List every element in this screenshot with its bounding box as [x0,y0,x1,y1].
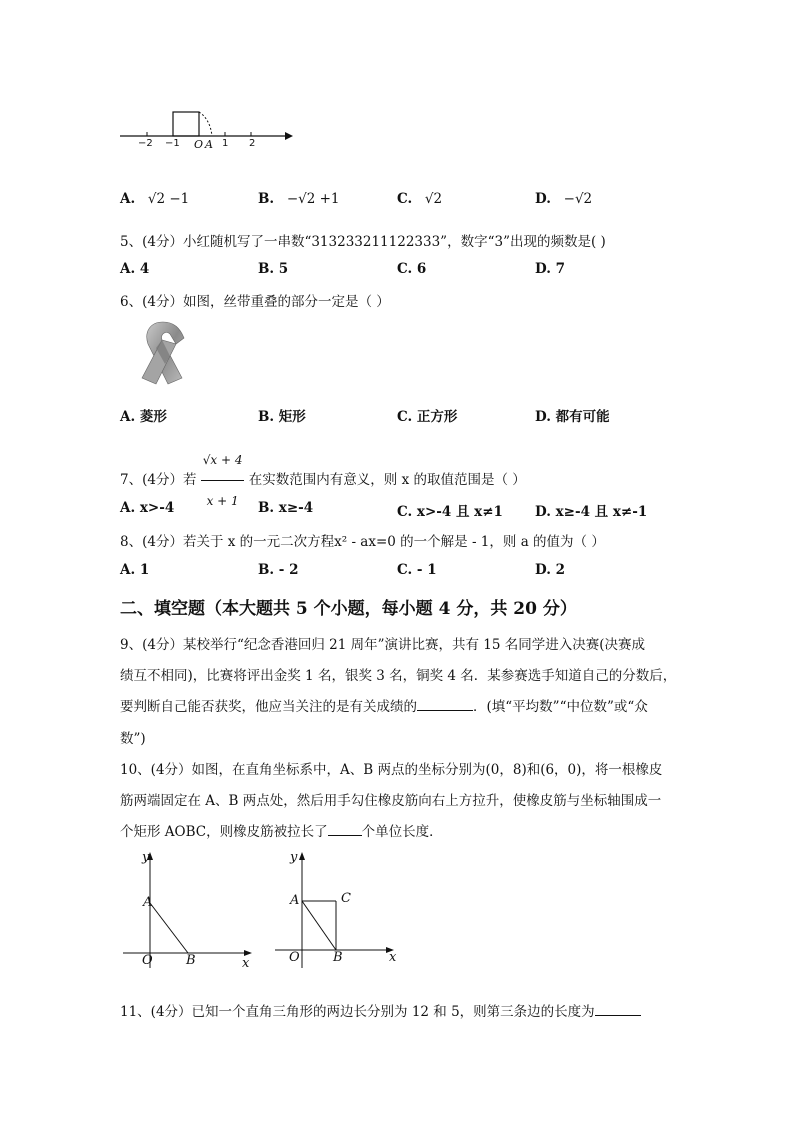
q7-option-c[interactable]: C. x>-4 且 x≠1 [397,504,503,520]
q5-option-b[interactable]: B. 5 [258,261,289,277]
q5-option-d[interactable]: D. 7 [535,261,566,277]
fig2-label-b: B [333,950,343,965]
q6-option-d[interactable]: D. 都有可能 [535,409,610,425]
q10-line3-start: 个矩形 AOBC，则橡皮筋被拉长了 [120,824,328,840]
option-letter: D. [535,191,551,207]
fig2-label-a: A [290,893,300,908]
q6-option-a[interactable]: A. 菱形 [120,409,167,425]
option-text: −√2 [563,191,593,207]
question-9-line-1: 9、(4分）某校举行“纪念香港回归 21 周年”演讲比赛，共有 15 名同学进入决赛(决赛成 [120,637,646,653]
tick-label-neg1: −1 [165,138,180,149]
q8-option-a[interactable]: A. 1 [120,562,150,578]
q5-option-c[interactable]: C. 6 [397,261,427,277]
q4-option-a[interactable] [120,191,189,207]
fig1-label-y: y [142,850,150,865]
option-letter: B. [258,191,275,207]
fig2-label-o: O [289,950,300,965]
q7-numerator: √x + 4 [201,440,245,481]
tick-label-1: 1 [222,138,229,149]
q4-option-c[interactable] [397,191,442,207]
question-9-line-4: 数”) [120,731,146,747]
q11-body: 11、(4分）已知一个直角三角形的两边长分别为 12 和 5，则第三条边的长度为 [120,1004,595,1020]
q6-option-b[interactable]: B. 矩形 [258,409,306,425]
fig1-label-o: O [142,953,153,968]
option-letter: A. [120,191,136,207]
q9-line3-start: 要判断自己能否获奖，他应当关注的是有关成绩的 [120,699,417,715]
q10-line3-end: 个单位长度． [361,824,443,840]
q7-option-d[interactable]: D. x≥-4 且 x≠-1 [535,504,648,520]
q7-fraction [201,440,245,521]
q4-option-d[interactable] [535,191,592,207]
fig1-label-b: B [186,953,196,968]
q7-option-a[interactable]: A. x>-4 [120,500,175,516]
fig1-label-x: x [242,956,250,971]
answer-blank[interactable] [595,1001,641,1016]
option-text: √2 [424,191,443,207]
section-title: 二、填空题（本大题共 5 个小题，每小题 4 分，共 20 分） [120,599,577,619]
option-letter: C. [397,191,413,207]
question-10-line-2: 筋两端固定在 A、B 两点处，然后用手勾住橡皮筋向右上方拉升，使橡皮筋与坐标轴围成一 [120,793,662,809]
q8-option-d[interactable]: D. 2 [535,562,566,578]
q4-option-b[interactable] [258,191,340,207]
q8-option-b[interactable]: B. - 2 [258,562,299,578]
fig2-label-x: x [389,950,397,965]
tick-label-neg2: −2 [138,138,153,149]
option-text: √2 −1 [147,191,190,207]
question-9-line-2: 绩互不相同)，比赛将评出金奖 1 名，银奖 3 名，铜奖 4 名．某参赛选手知道自己的分数后， [120,668,677,684]
tick-label-a: A [205,138,213,151]
q6-option-c[interactable]: C. 正方形 [397,409,458,425]
ribbon-image [132,318,194,390]
question-11-text [120,1000,641,1020]
q5-option-a[interactable]: A. 4 [120,261,150,277]
question-10-line-1: 10、(4分）如图，在直角坐标系中，A、B 两点的坐标分别为(0，8)和(6，0)，将一根橡皮 [120,762,663,778]
question-10-line-3 [120,820,443,840]
question-8-text: 8、(4分）若关于 x 的一元二次方程x² - ax=0 的一个解是 - 1，则 a 的值为（ ） [120,534,605,550]
tick-label-origin: O [194,138,204,151]
q7-prefix: 7、(4分）若 [120,472,197,488]
fig1-label-a: A [143,895,153,910]
q7-denominator: x + 1 [206,494,239,508]
q7-option-b[interactable]: B. x≥-4 [258,500,314,516]
q8-option-c[interactable]: C. - 1 [397,562,437,578]
q7-suffix: 在实数范围内有意义，则 x 的取值范围是（ ） [248,472,526,488]
question-5-text: 5、(4分）小红随机写了一串数“313233211122333”，数字“3”出现的频数是( ) [120,234,606,250]
fig2-label-c: C [341,891,351,906]
answer-blank[interactable] [328,821,362,836]
question-9-line-3 [120,695,648,715]
question-6-text: 6、(4分）如图，丝带重叠的部分一定是（ ） [120,294,390,310]
q9-line3-end: ．(填“平均数”“中位数”或“众 [473,699,648,715]
answer-blank[interactable] [417,696,473,711]
tick-label-2: 2 [249,138,256,149]
fig2-label-y: y [290,850,298,865]
option-text: −√2 +1 [286,191,340,207]
